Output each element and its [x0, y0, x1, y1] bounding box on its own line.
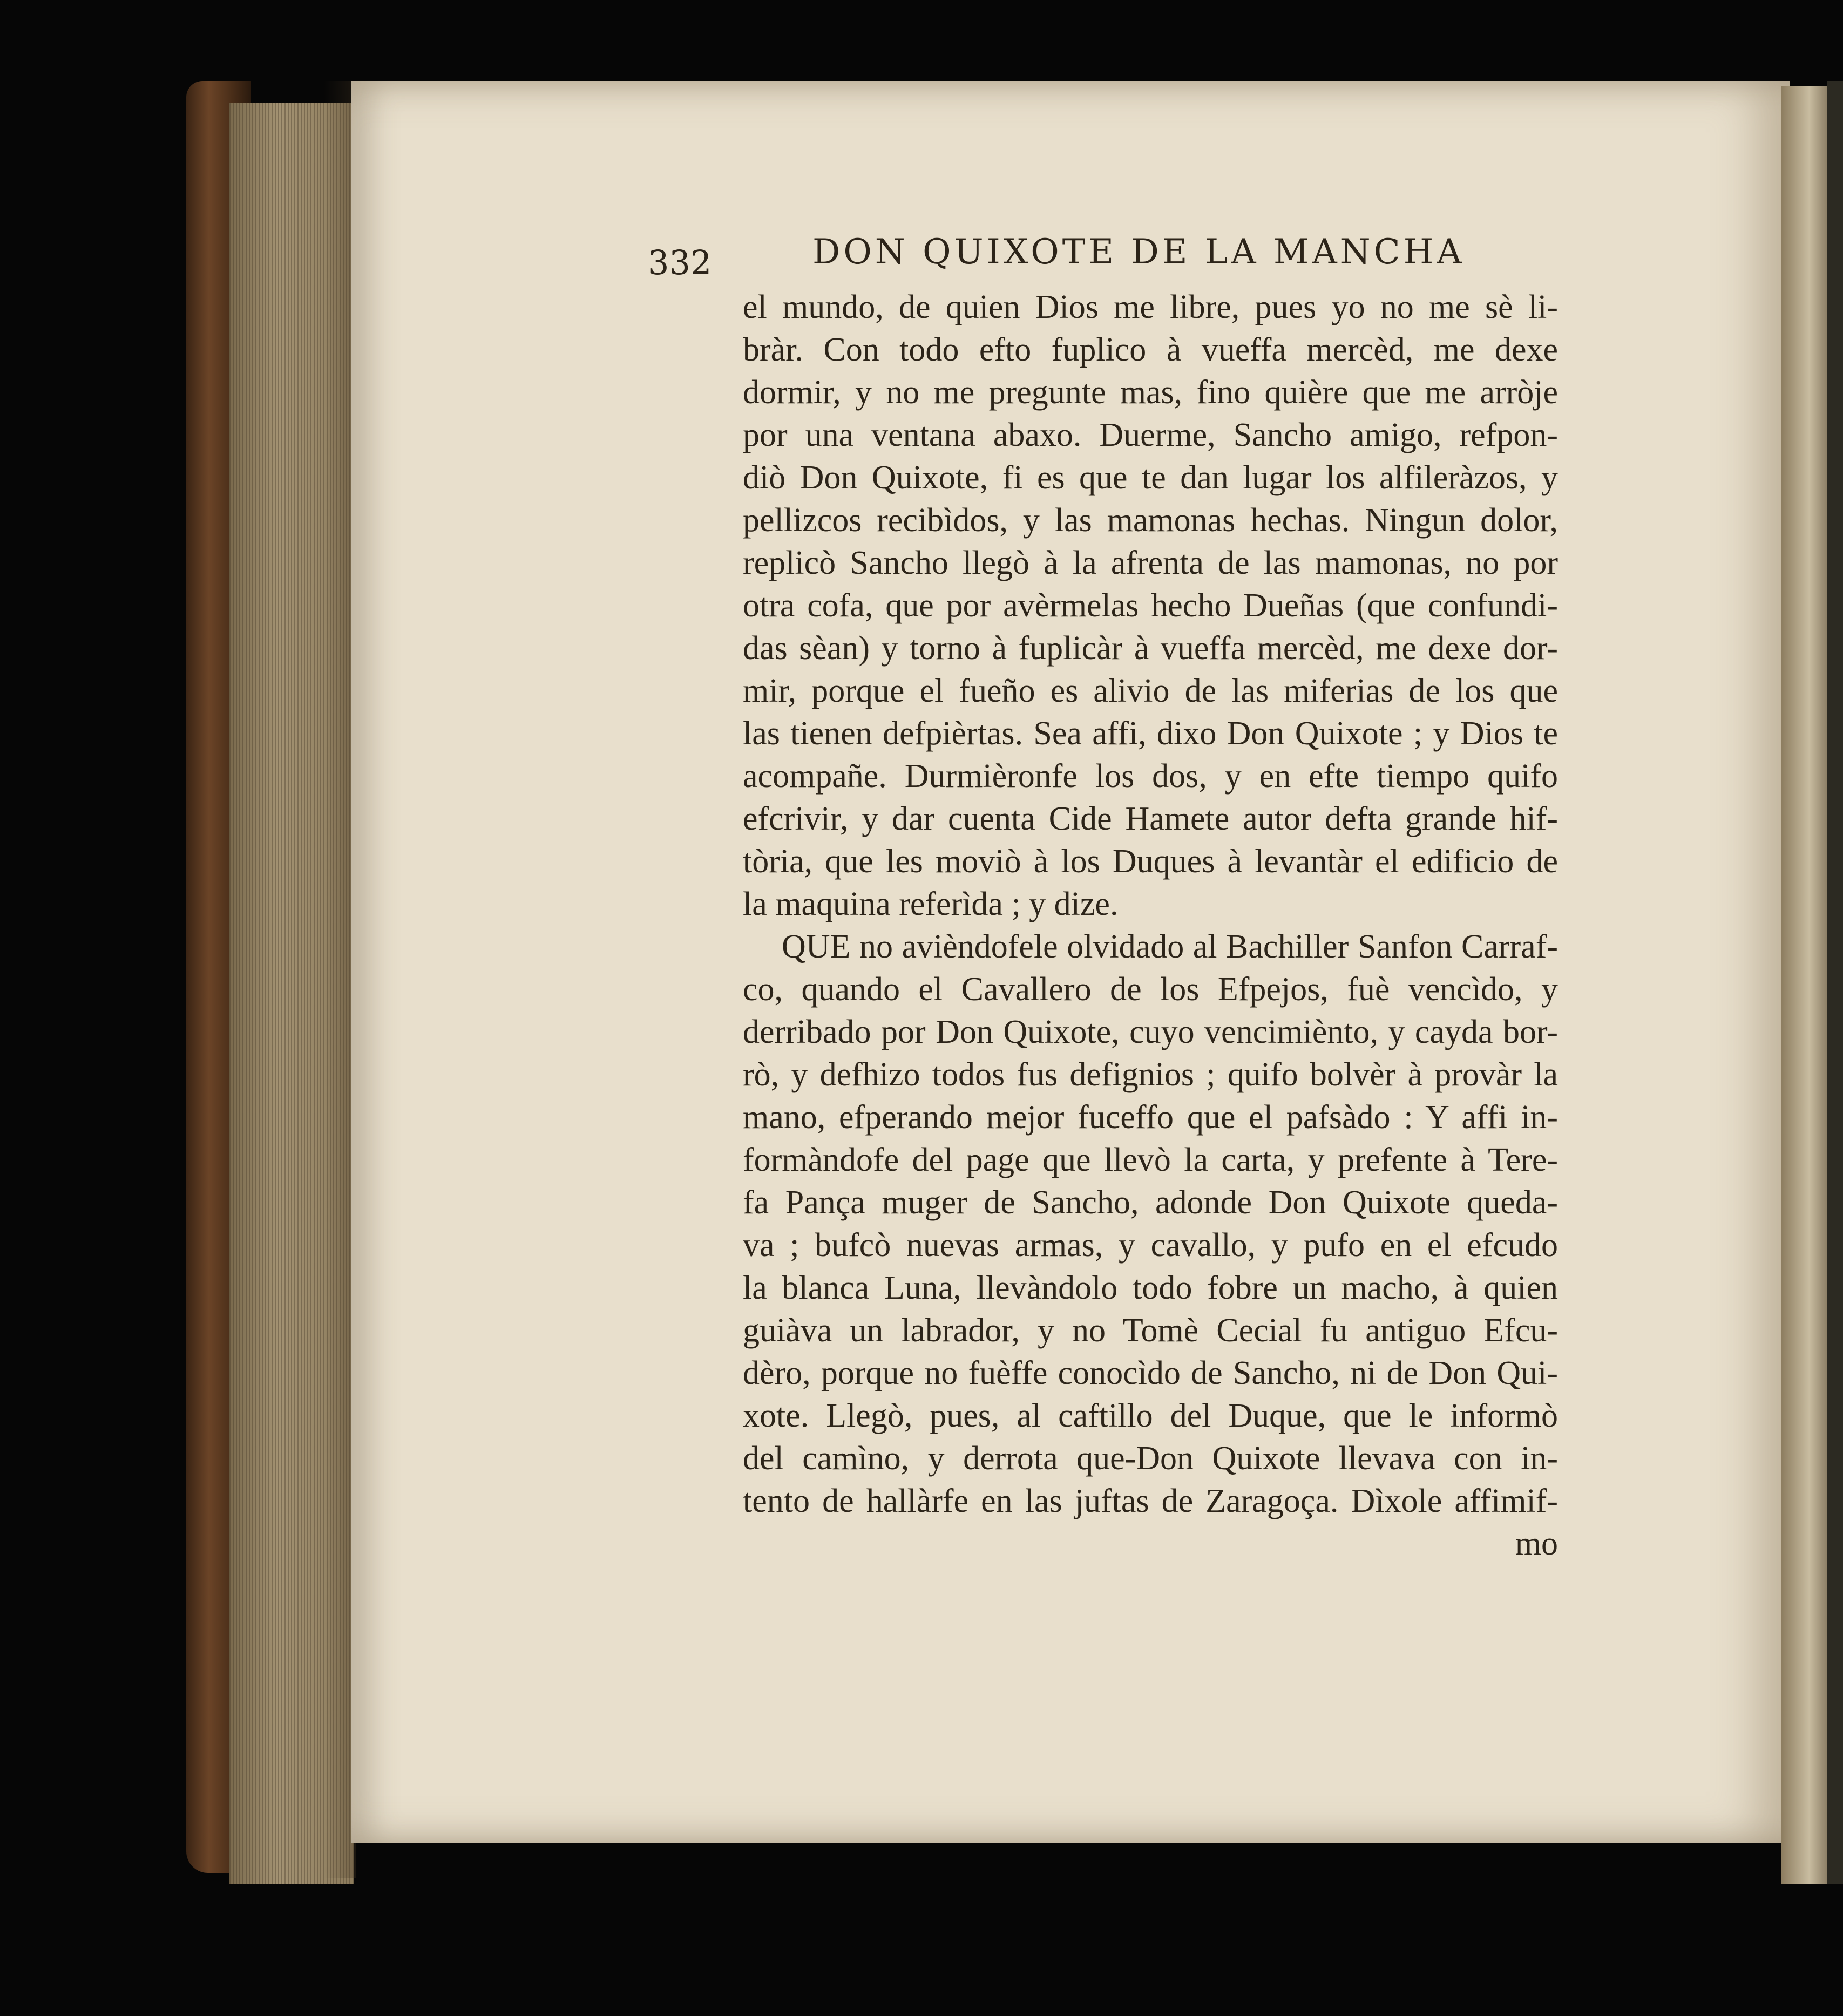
text-line: dormir, y no me pregunte mas, fino quière que me arròje [743, 374, 1558, 411]
text-line: QUE no avièndofele olvidado al Bachiller Sanfon Carraf- [782, 928, 1558, 965]
catchword: mo [1515, 1525, 1558, 1562]
text-line: das sèan) y torno à fuplicàr à vueffa mercèd, me dexe dor- [743, 630, 1558, 667]
text-line: fa Pança muger de Sancho, adonde Don Quixote queda- [743, 1184, 1558, 1221]
text-line: otra cofa, que por avèrmelas hecho Dueñas (que confundi- [743, 587, 1558, 624]
text-line: pellizcos recibìdos, y las mamonas hechas. Ningun dolor, [743, 502, 1558, 539]
text-line: el mundo, de quien Dios me libre, pues yo no me sè li- [743, 289, 1558, 325]
page-number: 332 [648, 243, 712, 282]
text-line: acompañe. Durmièronfe los dos, y en efte tiempo quifo [743, 758, 1558, 795]
body-text [743, 286, 1558, 1565]
text-line: del camìno, y derrota que-Don Quixote llevava con in- [743, 1440, 1558, 1477]
text-line: efcrivir, y dar cuenta Cide Hamete autor defta grande hif- [743, 800, 1558, 837]
text-line: formàndofe del page que llevò la carta, y prefente à Tere- [743, 1142, 1558, 1178]
text-line: replicò Sancho llegò à la afrenta de las mamonas, no por [743, 545, 1558, 581]
text-line: tòria, que les moviò à los Duques à levantàr el edificio de [743, 843, 1558, 880]
text-line: la blanca Luna, llevàndolo todo fobre un macho, à quien [743, 1270, 1558, 1306]
text-line: dèro, porque no fuèffe conocìdo de Sancho, ni de Don Qui- [743, 1355, 1558, 1391]
text-line: va ; bufcò nuevas armas, y cavallo, y pufo en el efcudo [743, 1227, 1558, 1264]
text-line: xote. Llegò, pues, al caftillo del Duque, que le informò [743, 1397, 1558, 1434]
text-line: tento de hallàrfe en las juftas de Zaragoça. Dìxole affimif- [743, 1483, 1558, 1519]
running-head: DON QUIXOTE DE LA MANCHA [812, 232, 1465, 272]
text-line: mano, efperando mejor fuceffo que el pafsàdo : Y affi in- [743, 1099, 1558, 1136]
text-line: derribado por Don Quixote, cuyo vencimiènto, y cayda bor- [743, 1014, 1558, 1050]
text-line: mir, porque el fueño es alivio de las miferias de los que [743, 673, 1558, 709]
text-line: diò Don Quixote, fi es que te dan lugar los alfileràzos, y [743, 459, 1558, 496]
text-line: co, quando el Cavallero de los Efpejos, fuè vencìdo, y [743, 971, 1558, 1008]
text-line: guiàva un labrador, y no Tomè Cecial fu antiguo Efcu- [743, 1312, 1558, 1349]
text-line: bràr. Con todo efto fuplico à vueffa mercèd, me dexe [743, 331, 1558, 368]
text-line: por una ventana abaxo. Duerme, Sancho amigo, refpon- [743, 417, 1558, 453]
right-margin-dark [1827, 81, 1843, 1884]
text-line: la maquina referìda ; y dize. [743, 886, 1119, 922]
text-line: rò, y defhizo todos fus defignios ; quifo bolvèr à provàr la [743, 1056, 1558, 1093]
text-line: las tienen defpièrtas. Sea affi, dixo Don Quixote ; y Dios te [743, 715, 1558, 752]
